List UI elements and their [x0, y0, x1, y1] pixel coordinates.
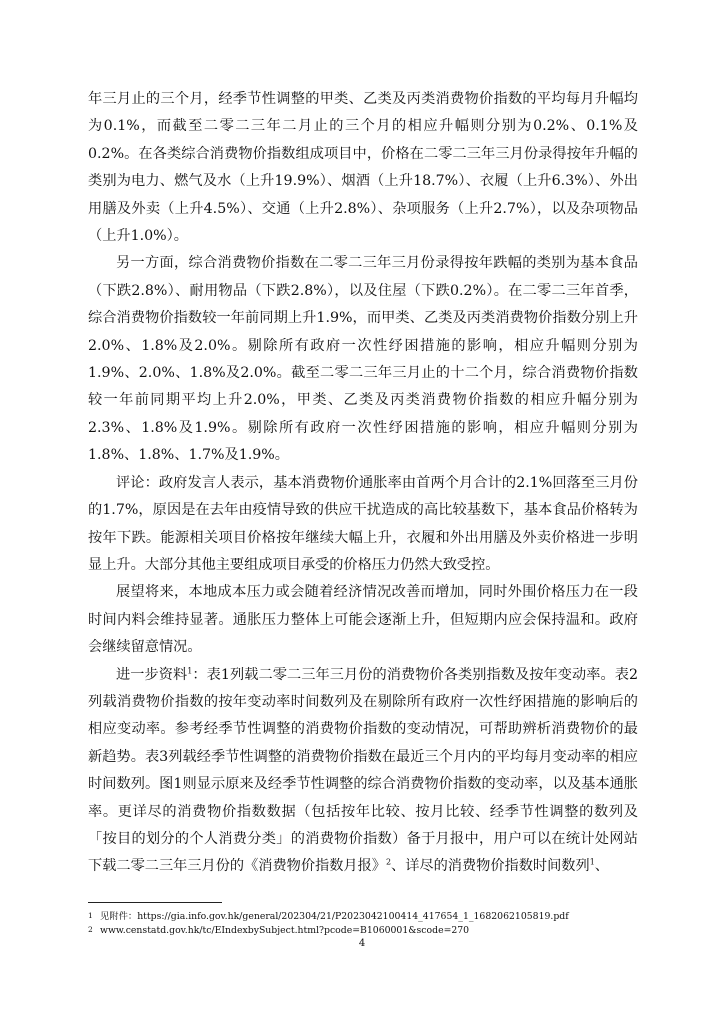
- footnote-1: [88, 910, 648, 924]
- footnote-2-link[interactable]: www.censtatd.gov.hk/tc/EIndexbySubject.html?pcode=B1060001&scode=270: [100, 924, 470, 936]
- page-number: 4: [358, 938, 366, 949]
- footnote-ref-1[interactable]: 1: [187, 665, 193, 675]
- footnote-1-number: 1: [88, 911, 93, 920]
- paragraph-5-part-d: 、: [594, 858, 609, 875]
- paragraph-5-further-info: [88, 662, 638, 881]
- paragraph-2: 另一方面，综合消费物价指数在二零二三年三月份录得按年跌幅的类别为基本食品（下跌2.8%）、耐用物品（下跌2.8%），以及住屋（下跌0.2%）。在二零二三年首季，综合消费物价指数较一年前同期上升1.9%，而甲类、乙类及丙类消费物价指数分别上升2.0%、1.8%及2.0%。剔除所有政府一次性纾困措施的影响，相应升幅则分别为1.9%、2.0%、1.8%及2.0%。截至二零二三年三月止的十二个月，综合消费物价指数较一年前同期平均上升2.0%，甲类、乙类及丙类消费物价指数的相应升幅分别为2.3%、1.8%及1.9%。剔除所有政府一次性纾困措施的影响，相应升幅则分别为1.8%、1.8%、1.7%及1.9%。: [88, 255, 638, 464]
- footnote-1-link[interactable]: 见附件：https://gia.info.gov.hk/general/202304/21/P2023042100414_417654_1_1682062105819.pdf: [100, 911, 569, 922]
- paragraph-4-outlook: 展望将来，本地成本压力或会随着经济情况改善而增加，同时外围价格压力在一段时间内料会维持显著。通胀压力整体上可能会逐渐上升，但短期内应会保持温和。政府会继续留意情况。: [88, 584, 638, 656]
- paragraph-3-commentary: 评论：政府发言人表示，基本消费物价通胀率由首两个月合计的2.1%回落至三月份的1.7%，原因是在去年由疫情导致的供应干扰造成的高比较基数下，基本食品价格转为按年下跌。能源相关项目价格按年继续大幅上升，衣履和外出用膳及外卖价格进一步明显上升。大部分其他主要组成项目承受的价格压力仍然大致受控。: [88, 474, 638, 573]
- footnote-divider: [88, 902, 222, 903]
- paragraph-5-part-b: ：表1列载二零二三年三月份的消费物价各类别指数及按年变动率。表2列载消费物价指数的按年变动率时间数列及在剔除所有政府一次性纾困措施的影响后的相应变动率。参考经季节性调整的消费物价指数的变动情况，可帮助辨析消费物价的最新趋势。表3列载经季节性调整的消费物价指数在最近三个月内的平均每月变动率的相应时间数列。图1则显示原来及经季节性调整的综合消费物价指数的变动率，以及基本通胀率。更详尽的消费物价指数数据（包括按年比较、按月比较、经季节性调整的数列及「按目的划分的个人消费分类」的消费物价指数）备于月报中，用户可以在统计处网站下载二零二三年三月份的《消费物价指数月报》: [88, 666, 638, 875]
- footnote-ref-2[interactable]: 2: [385, 857, 392, 867]
- paragraph-1: 年三月止的三个月，经季节性调整的甲类、乙类及丙类消费物价指数的平均每月升幅均为0.1%，而截至二零二三年二月止的三个月的相应升幅则分别为0.2%、0.1%及0.2%。在各类综合消费物价指数组成项目中，价格在二零二三年三月份录得按年升幅的类别为电力、燃气及水（上升19.9%）、烟酒（上升18.7%）、衣履（上升6.3%）、外出用膳及外卖（上升4.5%）、交通（上升2.8%）、杂项服务（上升2.7%），以及杂项物品（上升1.0%）。: [88, 91, 638, 245]
- footnotes: [88, 910, 648, 937]
- footnote-2-number: 2: [88, 924, 93, 934]
- body-text: [88, 86, 638, 881]
- paragraph-5-part-a: 进一步资料: [116, 666, 188, 683]
- footnote-2: [88, 924, 648, 938]
- footnote-ref-3[interactable]: 1: [589, 857, 595, 867]
- paragraph-5-part-c: 、详尽的消费物价指数时间数列: [391, 858, 590, 875]
